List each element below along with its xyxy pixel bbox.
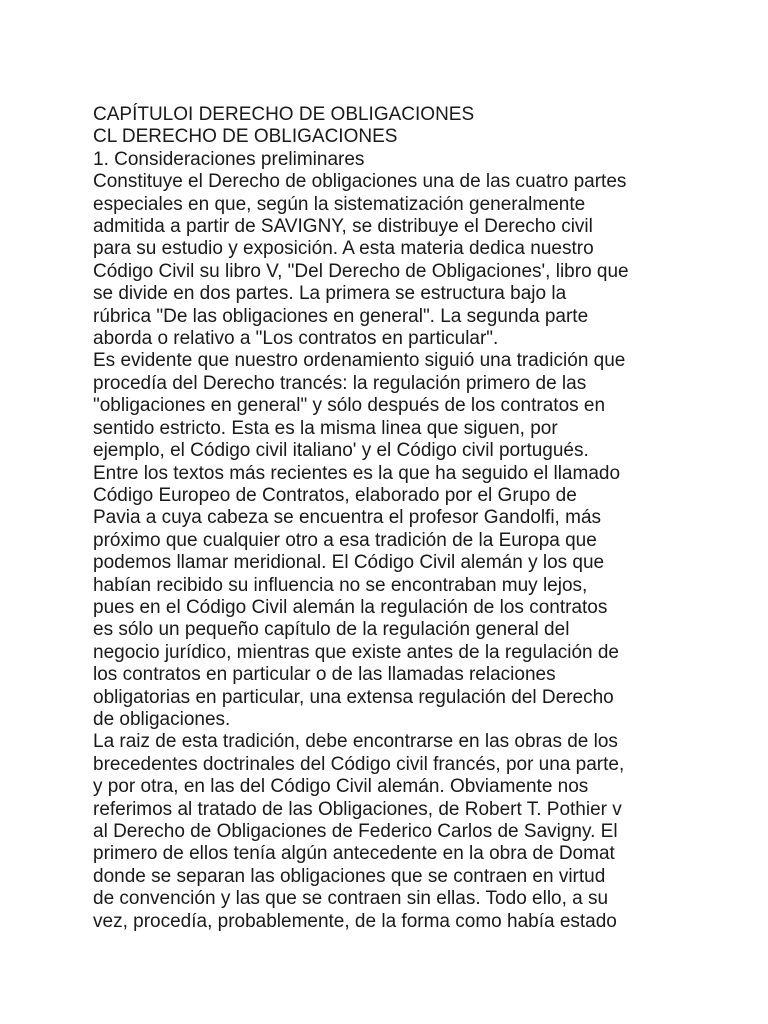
body-text-line: vez, procedía, probablemente, de la forma como había estado [93, 910, 617, 932]
body-text-line: Entre los textos más recientes es la que ha seguido el llamado [93, 462, 621, 484]
section-title: CL DERECHO DE OBLIGACIONES [93, 126, 398, 148]
body-text-line: habían recibido su influencia no se encontraban muy lejos, [93, 574, 588, 596]
body-text-line: próximo que cualquier otro a esa tradición de la Europa que [93, 529, 597, 551]
body-text-line: se divide en dos partes. La primera se estructura bajo la [93, 283, 567, 305]
body-text-line: obligatorias en particular, una extensa regulación del Derecho [93, 686, 614, 708]
body-text-line: de convención y las que se contraen sin ellas. Todo ello, a su [93, 888, 609, 910]
body-text-line: referimos al tratado de las Obligaciones, de Robert T. Pothier v [93, 798, 622, 820]
body-text-line: brecedentes doctrinales del Código civil francés, por una parte, [93, 753, 625, 775]
subsection-title: 1. Consideraciones preliminares [93, 148, 365, 170]
body-text-line: para su estudio y exposición. A esta materia dedica nuestro [93, 238, 594, 260]
body-text-line: Pavia a cuya cabeza se encuentra el profesor Gandolfi, más [93, 507, 602, 529]
document-heading [93, 104, 683, 171]
body-text-line: Código Civil su libro V, "Del Derecho de Obligaciones', libro que [93, 260, 629, 282]
body-text-line: Es evidente que nuestro ordenamiento siguió una tradición que [93, 350, 626, 372]
body-text-line: ejemplo, el Código civil italiano' y el Código civil portugués. [93, 440, 589, 462]
body-text-line: negocio jurídico, mientras que existe antes de la regulación de [93, 641, 619, 663]
body-text-line: especiales en que, según la sistematización generalmente [93, 193, 586, 215]
body-text-line: procedía del Derecho trancés: la regulación primero de las [93, 372, 587, 394]
body-text-line: admitida a partir de SAVIGNY, se distribuye el Derecho civil [93, 216, 593, 238]
body-text-line: pues en el Código Civil alemán la regulación de los contratos [93, 596, 608, 618]
body-text-line: "obligaciones en general" y sólo después de los contratos en [93, 395, 606, 417]
body-text-line: rúbrica "De las obligaciones en general". La segunda parte [93, 305, 589, 327]
body-text-line: Constituye el Derecho de obligaciones una de las cuatro partes [93, 171, 627, 193]
document-body [93, 171, 683, 933]
body-text-line: La raiz de esta tradición, debe encontrarse en las obras de los [93, 731, 618, 753]
body-text-line: los contratos en particular o de las llamadas relaciones [93, 664, 556, 686]
body-text-line: de obligaciones. [93, 708, 231, 730]
body-text-line: y por otra, en las del Código Civil alemán. Obviamente nos [93, 776, 589, 798]
document-page [93, 104, 683, 933]
body-text-line: donde se separan las obligaciones que se contraen en virtud [93, 865, 606, 887]
body-text-line: aborda o relativo a "Los contratos en particular". [93, 328, 499, 350]
body-text-line: al Derecho de Obligaciones de Federico Carlos de Savigny. El [93, 821, 618, 842]
body-text-line: sentido estricto. Esta es la misma linea que siguen, por [93, 417, 558, 439]
body-text-line: podemos llamar meridional. El Código Civil alemán y los que [93, 552, 605, 574]
body-text-line: es sólo un pequeño capítulo de la regulación general del [93, 619, 570, 641]
body-text-line: primero de ellos tenía algún antecedente en la obra de Domat [93, 843, 615, 865]
body-text-line: Código Europeo de Contratos, elaborado por el Grupo de [93, 484, 577, 506]
chapter-title: CAPÍTULOI DERECHO DE OBLIGACIONES [93, 104, 475, 125]
